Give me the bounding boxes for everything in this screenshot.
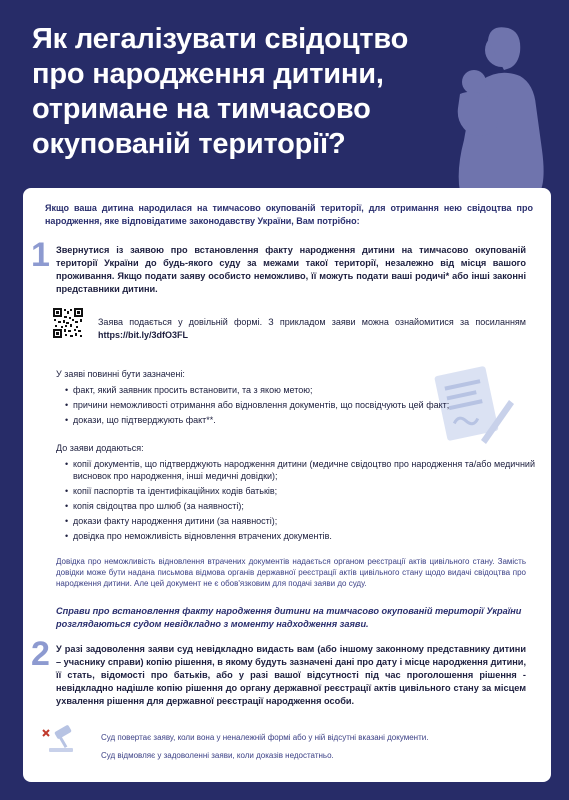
attached-list xyxy=(65,458,535,545)
list-item: • причини неможливості отримання або відновлення документів, що посвідчують цей факт; xyxy=(65,399,535,411)
step-2-number: 2 xyxy=(31,635,50,673)
page-title: Як легалізувати свідоцтво про народження дитини, отримане на тимчасово окупованій території? xyxy=(32,23,409,160)
qr-code-icon xyxy=(53,308,83,338)
list-item: • копії паспортів та ідентифікаційних кодів батьків; xyxy=(65,485,535,497)
form-note xyxy=(98,316,526,342)
step-1-number: 1 xyxy=(31,236,50,274)
gavel-icon xyxy=(41,724,77,754)
content-card xyxy=(23,188,551,782)
step-1-text: Звернутися із заявою про встановлення факту народження дитини на тимчасово окупованій території України до будь-якого суду за межами такої території, незалежно від місця вашого проживання. Якщо подати заяву особисто неможливо, її можуть подати ваші родичі* або інші законні представники дитини. xyxy=(56,245,526,294)
must-state-list xyxy=(65,384,535,429)
attached-heading: До заяви додаються: xyxy=(56,443,144,453)
certificate-note: Довідка про неможливість відновлення втрачених документів надається органом реєстрації актів цивільного стану. Замість довідки може бути надана письмова відмова органів державної реєстрації актів цивільного стану щодо видачі свідоцтва про народження дитини. Але цей документ не є обов'язковим для подачі заяви до суду. xyxy=(56,557,526,588)
list-item: • копії документів, що підтверджують народження дитини (медичне свідоцтво про народження та/або медичний висновок про народження, інші медичні довідки); xyxy=(65,458,535,482)
list-item: • довідка про неможливість відновлення втрачених документів. xyxy=(65,530,535,542)
list-item: • копія свідоцтва про шлюб (за наявності); xyxy=(65,500,535,512)
must-state-heading: У заяві повинні бути зазначені: xyxy=(56,369,185,379)
footer-refuse-note: Суд відмовляє у задоволенні заяви, коли доказів недостатньо. xyxy=(101,751,334,760)
step-2-text: У разі задоволення заяви суд невідкладно видасть вам (або іншому законному представнику дитини – учаснику справи) копію рішення, в якому будуть зазначені дані про дату і місце народження дитини, її стать, відомості про батьків, або у разі вашої відсутності під час проголошення рішення - невідкладно надішле копію рішення до органу державної реєстрації актів цивільного стану за місцем ухвалення рішення для державної реєстрації народження особи. xyxy=(56,644,526,706)
list-item: • факт, який заявник просить встановити, та з якою метою; xyxy=(65,384,535,396)
form-note-text: Заява подається у довільній формі. З прикладом заяви можна ознайомитися за посиланням xyxy=(98,317,526,327)
footer-return-note: Суд повертає заяву, коли вона у неналежній формі або у ній відсутні вказані документи. xyxy=(101,733,429,742)
mother-child-silhouette-icon xyxy=(430,20,560,192)
form-link[interactable]: https://bit.ly/3dfO3FL xyxy=(98,330,188,340)
cases-note: Справи про встановлення факту народження дитини на тимчасово окупованій території України розглядаються судом невідкладно з моменту надходження заяви. xyxy=(56,606,522,629)
intro-text: Якщо ваша дитина народилася на тимчасово окупованій території, для отримання нею свідоцтва про народження, яке відповідатиме законодавству України, Вам потрібно: xyxy=(45,203,533,226)
list-item: • докази факту народження дитини (за наявності); xyxy=(65,515,535,527)
list-item: • докази, що підтверджують факт**. xyxy=(65,414,535,426)
